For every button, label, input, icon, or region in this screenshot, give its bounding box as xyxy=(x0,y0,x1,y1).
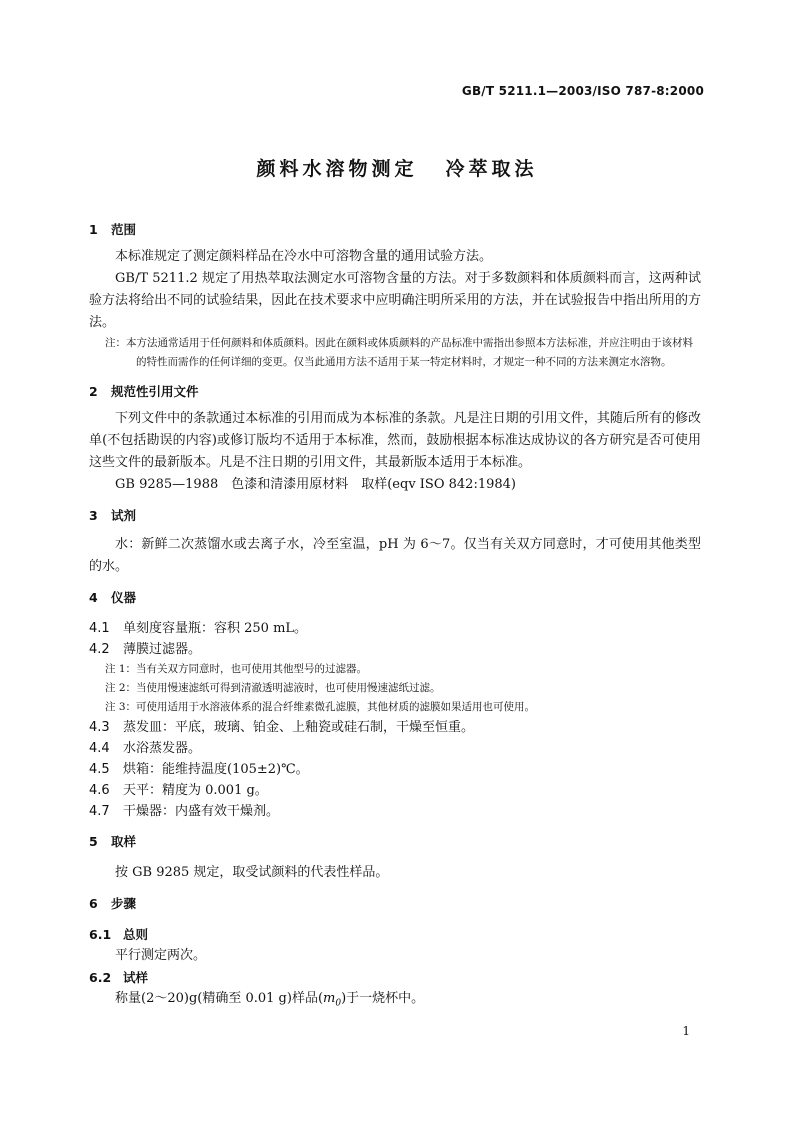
item-number: 4.4 xyxy=(89,741,110,756)
note-2: 注 2：当使用慢速滤纸可得到清澈透明滤液时，也可使用慢速滤纸过滤。 xyxy=(105,682,441,694)
standard-code: GB/T 5211.1—2003/ISO 787-8:2000 xyxy=(461,84,704,98)
section-number: 1 xyxy=(89,222,98,237)
variable-symbol: $m_0$ xyxy=(323,991,342,1009)
subsection-number: 6.2 xyxy=(89,970,112,985)
subsection-title: 试样 xyxy=(123,970,149,985)
text-fragment: 称量(2～20)g(精确至 0.01 g)样品( xyxy=(115,991,324,1006)
paragraph: 平行测定两次。 xyxy=(115,948,207,963)
list-item xyxy=(89,780,701,801)
item-number: 4.3 xyxy=(89,720,110,735)
item-text: 单刻度容量瓶：容积 250 mL。 xyxy=(123,621,308,636)
list-item xyxy=(89,618,701,639)
section-number: 6 xyxy=(89,896,98,911)
section-title: 取样 xyxy=(111,834,137,849)
paragraph: 水：新鲜二次蒸馏水或去离子水，冷至室温，pH 为 6～7。仅当有关双方同意时，才可使用其他类型的水。 xyxy=(89,537,701,574)
variable-subscript: 0 xyxy=(335,998,342,1009)
text-fragment: )于一烧杯中。 xyxy=(341,991,425,1006)
list-item xyxy=(89,717,701,738)
item-text: 干燥器：内盛有效干燥剂。 xyxy=(123,804,280,819)
section-heading-5 xyxy=(89,832,701,852)
item-text: 蒸发皿：平底，玻璃、铂金、上釉瓷或硅石制，干燥至恒重。 xyxy=(123,720,475,735)
paragraph: 下列文件中的条款通过本标准的引用而成为本标准的条款。凡是注日期的引用文件，其随后所有的修改单(不包括勘误的内容)或修订版均不适用于本标准，然而，鼓励根据本标准达成协议的各方研究是否可使用这些文件的最新版本。凡是不注日期的引用文件，其最新版本适用于本标准。 xyxy=(89,411,701,470)
page-number: 1 xyxy=(682,1024,690,1038)
section-number: 2 xyxy=(89,384,98,399)
subsection-heading xyxy=(89,924,701,945)
item-text: 烘箱：能维持温度(105±2)℃。 xyxy=(123,762,309,777)
item-text: 天平：精度为 0.001 g。 xyxy=(123,783,268,798)
section-title: 规范性引用文件 xyxy=(111,384,199,399)
section-heading-2 xyxy=(89,382,701,402)
item-text: 水浴蒸发器。 xyxy=(123,741,202,756)
section-title: 试剂 xyxy=(111,508,137,523)
item-text: 薄膜过滤器。 xyxy=(123,642,202,657)
section-heading-6 xyxy=(89,894,701,914)
list-item xyxy=(89,639,701,660)
section-number: 3 xyxy=(89,508,98,523)
section-number: 4 xyxy=(89,590,98,605)
item-number: 4.6 xyxy=(89,783,110,798)
paragraph xyxy=(89,988,701,1015)
title-main: 颜料水溶物测定 xyxy=(256,158,418,180)
section-title: 仪器 xyxy=(111,590,137,605)
note-3: 注 3：可使用适用于水溶液体系的混合纤维素微孔滤膜，其他材质的滤膜如果适用也可使用。 xyxy=(105,701,536,713)
subsection-heading xyxy=(89,967,701,988)
note: 注：本方法通常适用于任何颜料和体质颜料。因此在颜料或体质颜料的产品标准中需指出参照本方法标准，并应注明由于该材料的特性而需作的任何详细的变更。仅当此通用方法不适用于某一特定材料时，才规定一种不同的方法来测定水溶物。 xyxy=(105,337,693,368)
normative-reference: GB 9285—1988 色漆和清漆用原材料 取样(eqv ISO 842:1984) xyxy=(115,477,516,492)
document-title xyxy=(0,154,794,181)
item-number: 4.2 xyxy=(89,642,110,657)
list-item xyxy=(89,801,701,822)
paragraph: 本标准规定了测定颜料样品在冷水中可溶物含量的通用试验方法。 xyxy=(115,249,493,264)
section-heading-3 xyxy=(89,506,701,526)
section-heading-4 xyxy=(89,588,701,608)
item-number: 4.1 xyxy=(89,621,110,636)
section-number: 5 xyxy=(89,834,98,849)
paragraph: 按 GB 9285 规定，取受试颜料的代表性样品。 xyxy=(115,865,389,880)
paragraph: GB/T 5211.2 规定了用热萃取法测定水可溶物含量的方法。对于多数颜料和体质颜料而言，这两种试验方法将给出不同的试验结果，因此在技术要求中应明确注明所采用的方法，并在试验报告中指出所用的方法。 xyxy=(89,271,701,330)
item-number: 4.5 xyxy=(89,762,110,777)
subsection-number: 6.1 xyxy=(89,927,112,942)
title-sub: 冷萃取法 xyxy=(445,158,538,180)
note-1: 注 1：当有关双方同意时，也可使用其他型号的过滤器。 xyxy=(105,663,368,675)
section-title: 范围 xyxy=(111,222,137,237)
list-item xyxy=(89,738,701,759)
item-number: 4.7 xyxy=(89,804,110,819)
section-heading-1 xyxy=(89,220,701,240)
subsection-title: 总则 xyxy=(123,927,149,942)
document-body xyxy=(89,220,701,1015)
list-item xyxy=(89,759,701,780)
section-title: 步骤 xyxy=(111,896,137,911)
